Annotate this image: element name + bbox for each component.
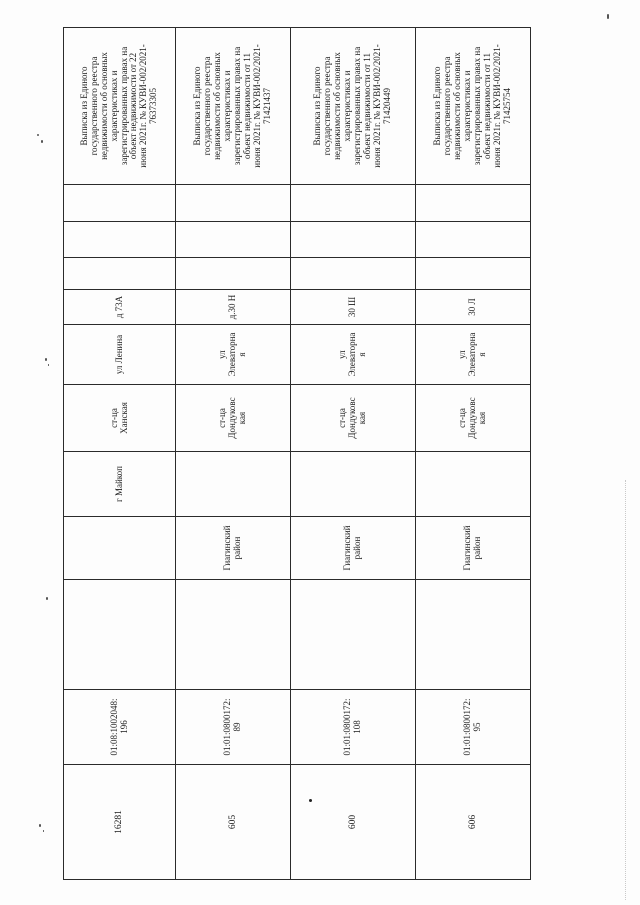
- district-cell: Гиагинский район: [176, 517, 291, 580]
- empty-cell: [291, 258, 416, 290]
- empty-cell: [416, 258, 531, 290]
- district-cell: Гиагинский район: [291, 517, 416, 580]
- row-number: 605: [176, 765, 291, 880]
- scan-margin-dots: [625, 480, 626, 900]
- street-cell: ул Элеваторная: [416, 325, 531, 385]
- basis-document-cell: Выписка из Единого государственного реестра недвижимости об основных характеристиках и зарегистрированных правах на объект недвижимости от 11 июня 2021г. № КУВИ-002/2021-71421437: [176, 28, 291, 185]
- district-cell: Гиагинский район: [416, 517, 531, 580]
- street-cell: ул Элеваторная: [291, 325, 416, 385]
- row-number: 606: [416, 765, 531, 880]
- city-cell: [176, 452, 291, 517]
- scan-speck: [607, 14, 609, 19]
- basis-document-cell: Выписка из Единого государственного реестра недвижимости об основных характеристиках и зарегистрированных правах на объект недвижимости от 11 июня 2021г. № КУВИ-002/2021-71425754: [416, 28, 531, 185]
- scan-speck: [39, 824, 41, 827]
- table-row: [176, 28, 291, 880]
- empty-cell: [64, 222, 176, 258]
- city-cell: [291, 452, 416, 517]
- empty-cell: [291, 580, 416, 690]
- basis-document-cell: Выписка из Единого государственного реестра недвижимости об основных характеристиках и зарегистрированных правах на объект недвижимости от 22 июня 2021г. № КУВИ-002/2021-76373305: [64, 28, 176, 185]
- rotated-table-sheet: [63, 28, 530, 880]
- city-cell: г Майкоп: [64, 452, 176, 517]
- scan-speck: [46, 597, 48, 600]
- settlement-cell: ст-ца Дондуковская: [416, 385, 531, 452]
- empty-cell: [291, 222, 416, 258]
- empty-cell: [64, 580, 176, 690]
- house-number-cell: д.30 Н: [176, 290, 291, 325]
- empty-cell: [176, 580, 291, 690]
- scan-speck: [41, 140, 43, 143]
- cadastral-number: 01:01:0800172:89: [176, 690, 291, 765]
- scan-speck: [37, 134, 39, 136]
- empty-cell: [416, 580, 531, 690]
- street-cell: ул Ленина: [64, 325, 176, 385]
- house-number-cell: д 73А: [64, 290, 176, 325]
- empty-cell: [64, 258, 176, 290]
- cadastral-number: 01:01:0800172:95: [416, 690, 531, 765]
- empty-cell: [416, 185, 531, 222]
- cadastral-number: 01:01:0800172:108: [291, 690, 416, 765]
- scan-speck: [43, 830, 44, 832]
- cadastral-number: 01:08:1002048:196: [64, 690, 176, 765]
- scan-speck: [45, 358, 47, 361]
- property-table: [63, 27, 531, 880]
- scan-speck: [309, 799, 312, 802]
- street-cell: ул Элеваторная: [176, 325, 291, 385]
- table-row: [416, 28, 531, 880]
- table-row: [291, 28, 416, 880]
- district-cell: [64, 517, 176, 580]
- settlement-cell: ст-ца Дондуковская: [176, 385, 291, 452]
- table-row: [64, 28, 176, 880]
- house-number-cell: 30 Л: [416, 290, 531, 325]
- empty-cell: [291, 185, 416, 222]
- empty-cell: [416, 222, 531, 258]
- basis-document-cell: Выписка из Единого государственного реестра недвижимости об основных характеристиках и зарегистрированных правах на объект недвижимости от 11 июня 2021г. № КУВИ-002/2021-71420449: [291, 28, 416, 185]
- empty-cell: [176, 185, 291, 222]
- city-cell: [416, 452, 531, 517]
- empty-cell: [176, 222, 291, 258]
- empty-cell: [64, 185, 176, 222]
- settlement-cell: ст-ца Ханская: [64, 385, 176, 452]
- scan-speck: [48, 364, 49, 366]
- row-number: 16281: [64, 765, 176, 880]
- settlement-cell: ст-ца Дондуковская: [291, 385, 416, 452]
- house-number-cell: 30 Ш: [291, 290, 416, 325]
- empty-cell: [176, 258, 291, 290]
- row-number: 600: [291, 765, 416, 880]
